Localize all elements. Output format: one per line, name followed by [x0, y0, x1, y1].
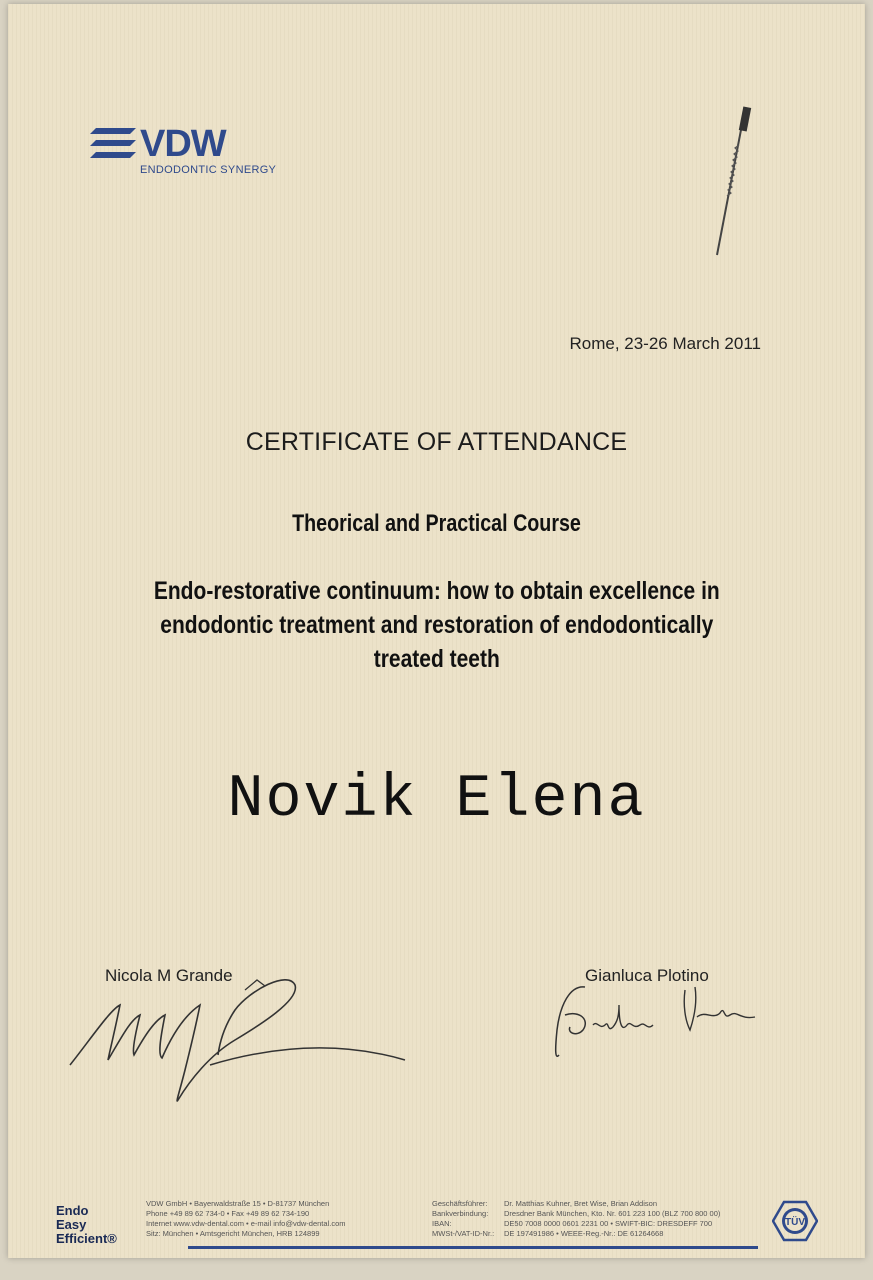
footer-rule	[188, 1246, 758, 1249]
footer-brand-line: Endo	[56, 1203, 89, 1218]
signatory-right-name: Gianluca Plotino	[585, 966, 709, 985]
signatory-left-name: Nicola M Grande	[105, 966, 233, 985]
tuv-certification-icon	[772, 1200, 818, 1242]
footer-address-line: VDW GmbH • Bayerwaldstraße 15 • D-81737 München	[146, 1199, 330, 1208]
footer-address	[146, 1199, 345, 1239]
footer-label: Geschäftsführer:	[432, 1199, 488, 1208]
certificate-heading: CERTIFICATE OF ATTENDANCE	[245, 428, 628, 456]
course-title	[60, 574, 813, 676]
course-title-line: endodontic treatment and restoration of endodontically	[159, 611, 714, 639]
course-type: Theorical and Practical Course	[292, 510, 581, 537]
footer-label: MWSt-/VAT-ID-Nr.:	[432, 1229, 495, 1238]
logo-brand: VDW	[140, 123, 226, 165]
vdw-logo-mark-icon	[90, 126, 138, 162]
footer-value: DE50 7008 0000 0601 2231 00 • SWIFT-BIC: DRESDEFF 700	[504, 1219, 713, 1228]
footer-brand	[56, 1204, 117, 1246]
endodontic-file-icon	[705, 105, 755, 260]
footer-brand-line: Efficient®	[56, 1231, 117, 1246]
footer-address-line: Sitz: München • Amtsgericht München, HRB 124899	[146, 1229, 320, 1238]
signature-left	[60, 960, 420, 1110]
vdw-logo	[90, 124, 290, 184]
course-title-line: Endo-restorative continuum: how to obtain excellence in	[153, 577, 720, 605]
footer-brand-line: Easy	[56, 1217, 87, 1232]
tuv-label: TÜV	[785, 1217, 805, 1228]
footer-label: Bankverbindung:	[432, 1209, 489, 1218]
footer-address-line: Internet www.vdw-dental.com • e-mail info@vdw-dental.com	[146, 1219, 346, 1228]
course-title-line: treated teeth	[373, 645, 500, 673]
footer-value: DE 197491986 • WEEE-Reg.-Nr.: DE 61264668	[504, 1229, 664, 1238]
event-date: Rome, 23-26 March 2011	[569, 334, 761, 353]
logo-tagline: ENDODONTIC SYNERGY	[140, 164, 277, 176]
footer-values	[504, 1199, 720, 1239]
footer-label: IBAN:	[432, 1219, 452, 1228]
footer-value: Dresdner Bank München, Kto. Nr. 601 223 100 (BLZ 700 800 00)	[504, 1209, 721, 1218]
footer-value: Dr. Matthias Kuhner, Bret Wise, Brian Addison	[504, 1199, 657, 1208]
footer-address-line: Phone +49 89 62 734-0 • Fax +49 89 62 734-190	[146, 1209, 310, 1218]
recipient-name: Novik Elena	[227, 766, 646, 834]
footer-labels	[432, 1199, 494, 1239]
signature-right	[545, 975, 765, 1065]
